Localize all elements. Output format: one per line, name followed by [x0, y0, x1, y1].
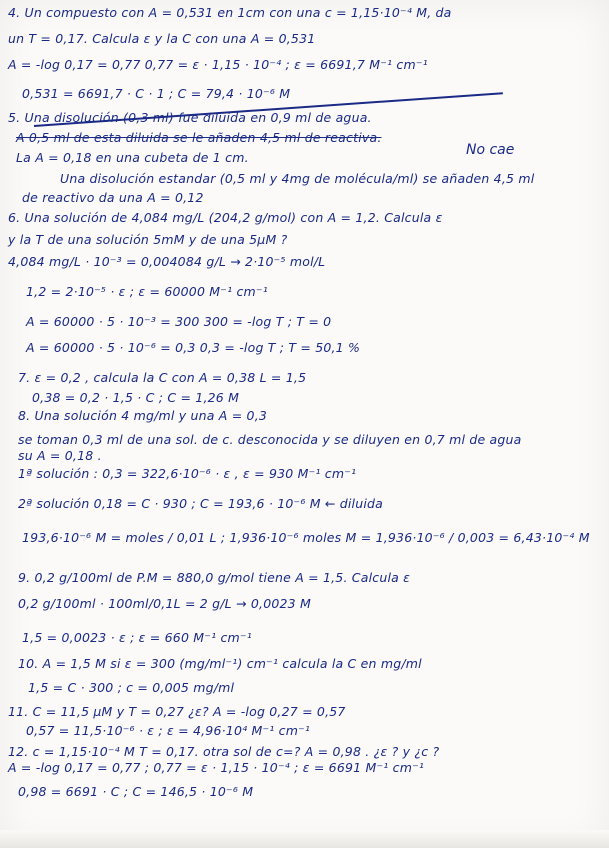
- problem-6-statement: 6. Una solución de 4,084 mg/L (204,2 g/mol) con A = 1,2. Calcula ε: [8, 210, 443, 225]
- problem-6-question: y la T de una solución 5mM y de una 5µM ?: [8, 232, 288, 247]
- problem-8-detail: se toman 0,3 ml de una sol. de c. desconocida y se diluyen en 0,7 ml de agua: [18, 432, 522, 447]
- problem-7-statement: 7. ε = 0,2 , calcula la C con A = 0,38 L = 1,5: [18, 370, 307, 385]
- problem-6-step-3: A = 60000 · 5 · 10⁻³ = 300 300 = -log T ; T = 0: [26, 314, 332, 329]
- problem-10-step-1: 1,5 = C · 300 ; c = 0,005 mg/ml: [28, 680, 235, 695]
- problem-9-statement: 9. 0,2 g/100ml de P.M = 880,0 g/mol tiene A = 1,5. Calcula ε: [18, 570, 411, 585]
- page-bottom-edge: [0, 830, 609, 848]
- problem-8-absorbance: su A = 0,18 .: [18, 448, 102, 463]
- problem-4-question: un T = 0,17. Calcula ε y la C con una A = 0,531: [8, 31, 316, 46]
- problem-5-crossed-line: A 0,5 ml de esta diluida se le añaden 4,5 ml de reactiva.: [16, 130, 382, 145]
- problem-8-solution-2: 2ª solución 0,18 = C · 930 ; C = 193,6 · 10⁻⁶ M ← diluida: [18, 496, 383, 511]
- problem-8-solution-1: 1ª solución : 0,3 = 322,6·10⁻⁶ · ε , ε = 930 M⁻¹ cm⁻¹: [18, 466, 357, 481]
- problem-4-step-2: 0,531 = 6691,7 · C · 1 ; C = 79,4 · 10⁻⁶ M: [22, 86, 291, 101]
- problem-4-statement: 4. Un compuesto con A = 0,531 en 1cm con una c = 1,15·10⁻⁴ M, da: [8, 5, 452, 20]
- problem-5-absorbance: La A = 0,18 en una cubeta de 1 cm.: [16, 150, 249, 165]
- problem-4-step-1: A = -log 0,17 = 0,77 0,77 = ε · 1,15 · 10⁻⁴ ; ε = 6691,7 M⁻¹ cm⁻¹: [8, 57, 428, 72]
- problem-12-step-1: A = -log 0,17 = 0,77 ; 0,77 = ε · 1,15 · 10⁻⁴ ; ε = 6691 M⁻¹ cm⁻¹: [8, 760, 425, 775]
- problem-6-step-1: 4,084 mg/L · 10⁻³ = 0,004084 g/L → 2·10⁻⁵ mol/L: [8, 254, 326, 269]
- problem-12-step-2: 0,98 = 6691 · C ; C = 146,5 · 10⁻⁶ M: [18, 784, 254, 799]
- problem-6-step-2: 1,2 = 2·10⁻⁵ · ε ; ε = 60000 M⁻¹ cm⁻¹: [26, 284, 268, 299]
- problem-11-statement: 11. C = 11,5 µM y T = 0,27 ¿ε? A = -log 0,27 = 0,57: [8, 704, 346, 719]
- problem-12-statement: 12. c = 1,15·10⁻⁴ M T = 0,17. otra sol de c=? A = 0,98 . ¿ε ? y ¿c ?: [8, 744, 440, 759]
- problem-10-statement: 10. A = 1,5 M si ε = 300 (mg/ml⁻¹) cm⁻¹ calcula la C en mg/ml: [18, 656, 422, 671]
- problem-6-step-4: A = 60000 · 5 · 10⁻⁶ = 0,3 0,3 = -log T ; T = 50,1 %: [26, 340, 361, 355]
- problem-8-step-3: 193,6·10⁻⁶ M = moles / 0,01 L ; 1,936·10⁻⁶ moles M = 1,936·10⁻⁶ / 0,003 = 6,43·10⁻⁴ M: [22, 530, 590, 545]
- problem-9-step-1: 0,2 g/100ml · 100ml/0,1L = 2 g/L → 0,0023 M: [18, 596, 311, 611]
- problem-5-statement: 5. Una disolución (0,3 ml) fue diluida en 0,9 ml de agua.: [8, 110, 372, 125]
- problem-7-step-1: 0,38 = 0,2 · 1,5 · C ; C = 1,26 M: [32, 390, 240, 405]
- problem-5-reactive: de reactivo da una A = 0,12: [22, 190, 204, 205]
- margin-note: No cae: [466, 142, 515, 158]
- problem-11-step-1: 0,57 = 11,5·10⁻⁶ · ε ; ε = 4,96·10⁴ M⁻¹ cm⁻¹: [26, 723, 311, 738]
- problem-5-standard: Una disolución estandar (0,5 ml y 4mg de molécula/ml) se añaden 4,5 ml: [60, 171, 535, 186]
- problem-8-statement: 8. Una solución 4 mg/ml y una A = 0,3: [18, 408, 268, 423]
- problem-9-step-2: 1,5 = 0,0023 · ε ; ε = 660 M⁻¹ cm⁻¹: [22, 630, 252, 645]
